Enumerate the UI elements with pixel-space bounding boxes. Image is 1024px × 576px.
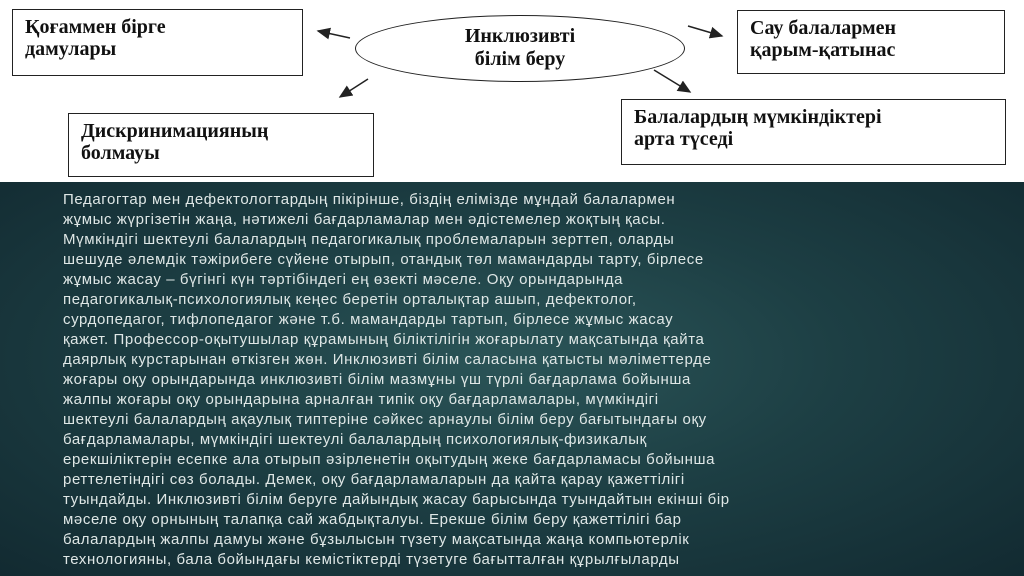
box-line: дамулары	[25, 38, 117, 60]
body-line: даярлық курстарынан өткізген жөн. Инклюзивті білім саласына қатысты мәліметтерде	[63, 351, 712, 368]
body-line: педагогикалық-психологиялық кеңес беретін орталықтар ашып, дефектолог,	[63, 291, 637, 308]
body-paragraph	[63, 190, 843, 570]
box-line: қарым-қатынас	[750, 39, 896, 61]
body-line: жоғары оқу орындарында инклюзивті білім мазмұны үш түрлі бағдарлама бойынша	[63, 371, 691, 388]
body-line: мәселе оқу орнының талапқа сай жабдықталуы. Ерекше білім беру қажеттілігі бар	[63, 511, 682, 528]
body-line: шектеулі балалардың ақаулық типтеріне сәйкес арнаулы білім беру бағытындағы оқу	[63, 411, 707, 428]
arrow-to-top-left	[318, 31, 350, 38]
body-line: қажет. Профессор-оқытушылар құрамының біліктілігін жоғарылату мақсатында қайта	[63, 331, 705, 348]
body-line: жұмыс жасау – бүгінгі күн тәртібіндегі ең өзекті мәселе. Оқу орындарында	[63, 271, 624, 288]
body-line: туындайды. Инклюзивті білім беруге дайындық жасау барысында туындайтын екінші бір	[63, 491, 730, 508]
box-line: Балалардың мүмкіндіктері	[634, 106, 882, 128]
box-line: болмауы	[81, 142, 160, 164]
inclusive-education-diagram	[0, 0, 1024, 182]
body-line: бағдарламалары, мүмкіндігі шектеулі балалардың психологиялық-физикалық	[63, 431, 647, 448]
body-line: реттелетіндігі сөз болады. Демек, оқу бағдарламаларын да қайта қарау қажеттілігі	[63, 471, 685, 488]
box-opportunities-increase	[621, 99, 1006, 165]
body-line: ерекшіліктерін есепке ала отырып әзірленетін оқытудың жеке бағдарламасы бойынша	[63, 451, 716, 468]
body-line: технологияны, бала бойындағы кемістіктерді түзетуге бағытталған құрылғыларды	[63, 551, 680, 568]
box-line: Дискринимацияның	[81, 120, 269, 142]
body-line: жұмыс жүргізетін жаңа, нәтижелі бағдарламалар мен әдістемелер жоқтың қасы.	[63, 211, 666, 228]
arrow-to-bottom-right	[654, 70, 690, 92]
arrow-to-bottom-left	[340, 79, 368, 97]
body-line: балалардың жалпы дамуы және бұзылысын түзету мақсатында жаңа компьютерлік	[63, 531, 690, 548]
body-line: сурдопедагог, тифлопедагог және т.б. мамандарды тартып, бірлесе жұмыс жасау	[63, 311, 674, 328]
box-communication-healthy-children	[737, 10, 1005, 74]
slide-body-panel	[0, 182, 1024, 576]
box-line: арта түседі	[634, 128, 734, 150]
box-society-development	[12, 9, 303, 76]
center-ellipse-inclusive-education	[355, 15, 685, 82]
box-line: Сау балалармен	[750, 17, 897, 39]
body-line: жалпы жоғары оқу орындарына арналған типік оқу бағдарламалары, мүмкіндігі	[63, 391, 659, 408]
box-line: Қоғаммен бірге	[25, 16, 166, 38]
arrow-to-top-right	[688, 26, 722, 36]
box-no-discrimination	[68, 113, 374, 177]
body-line: Мүмкіндігі шектеулі балалардың педагогикалық проблемаларын зерттеп, оларды	[63, 231, 675, 248]
body-line: Педагогтар мен дефектологтардың пікірінше, біздің елімізде мұндай балалармен	[63, 191, 676, 208]
center-line: білім беру	[474, 48, 566, 70]
body-line: шешуде әлемдік тәжірибеге сүйене отырып, отандық төл мамандарды тарту, бірлесе	[63, 251, 704, 268]
center-line: Инклюзивті	[464, 25, 576, 47]
